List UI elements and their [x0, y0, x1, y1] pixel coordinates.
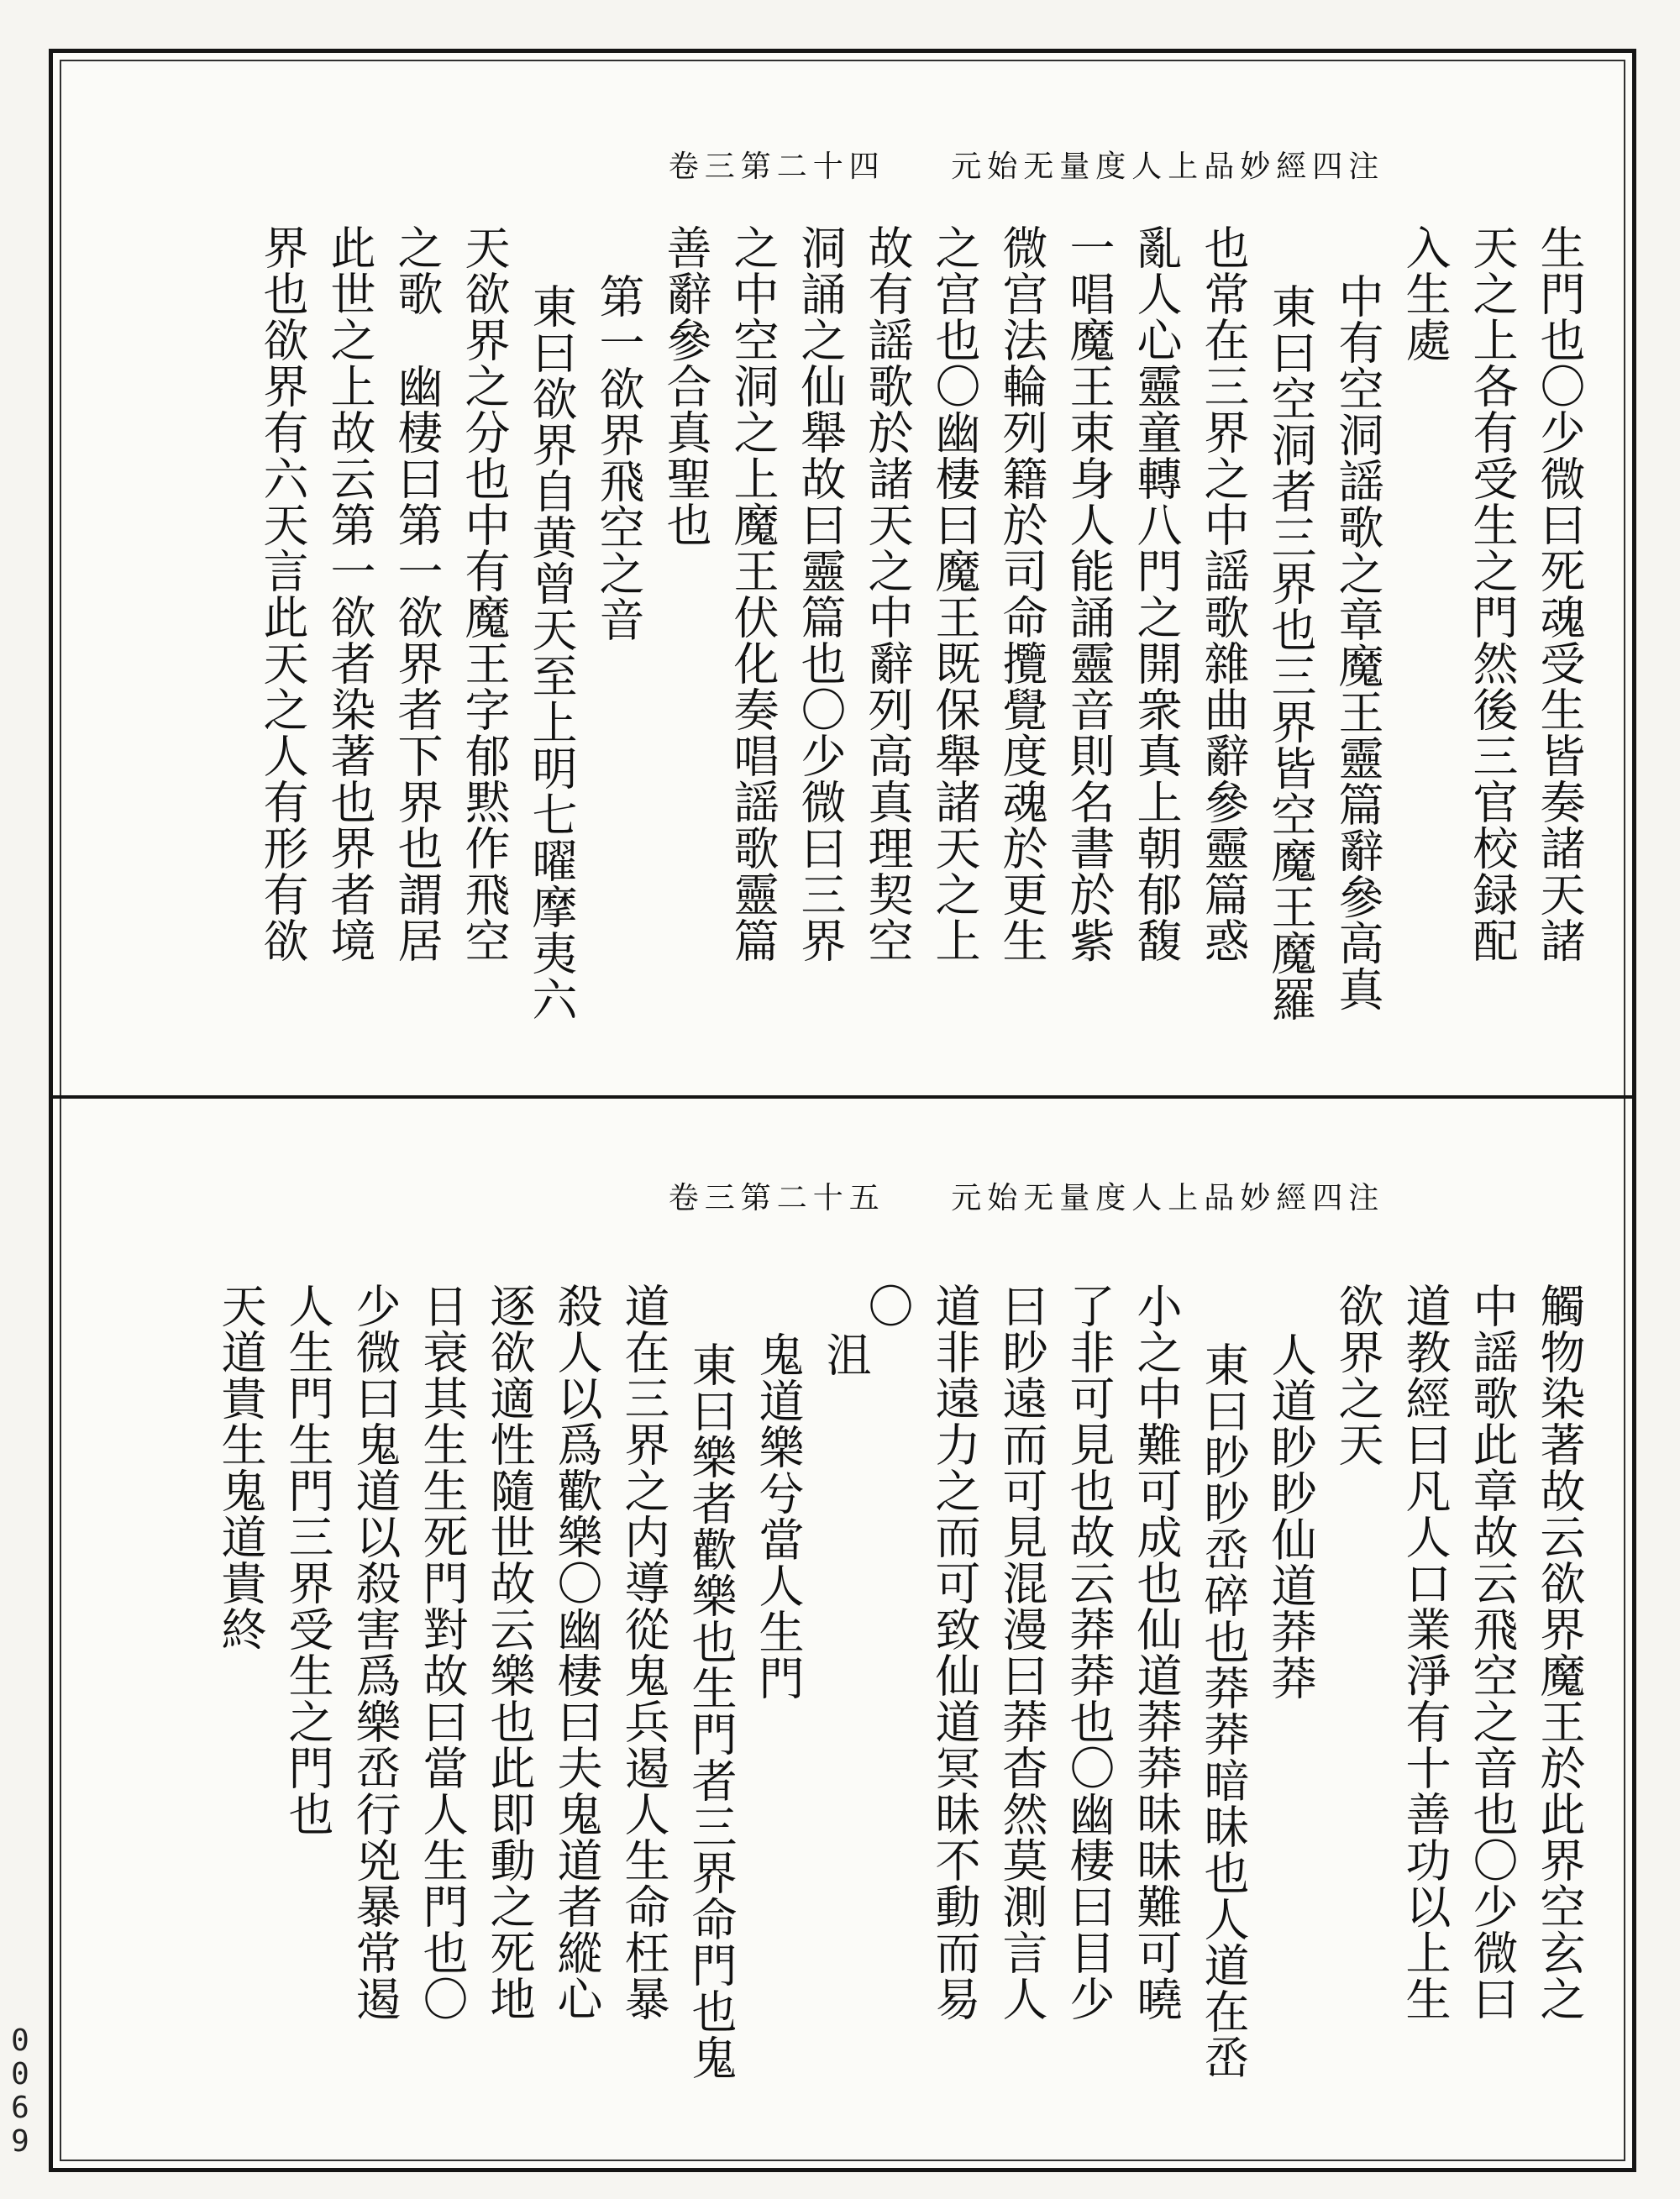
text-column: 之歌 幽棲曰第一欲界者下界也謂居 [391, 224, 444, 963]
text-column: 曰眇遠而可見混漫曰莽杳然莫測言人 [995, 1283, 1048, 2022]
text-column: 東曰空洞者三界也三界皆空魔王魔羅 [1264, 283, 1317, 1022]
top-page-header [615, 138, 1438, 197]
page-number-digit: 9 [11, 2124, 29, 2159]
text-column: 也常在三界之中謡歌雜曲辭參靈篇惑 [1197, 224, 1250, 963]
text-column: 第一欲界飛空之音 [592, 273, 645, 643]
text-column: 一唱魔王束身人能誦靈音則名書於紫 [1063, 224, 1116, 963]
text-column: 小之中難可成也仙道莽莽昧昧難可曉 [1130, 1283, 1183, 2022]
text-column: 天欲界之分也中有魔王字郁黙作飛空 [458, 224, 511, 963]
text-column: 亂人心靈童轉八門之開衆真上朝郁馥 [1130, 224, 1183, 963]
text-column: 之中空洞之上魔王伏化奏唱謡歌靈篇 [727, 224, 780, 963]
page-number-digit: 0 [11, 2057, 29, 2091]
text-column: 少微曰鬼道以殺害爲樂㞼行兇暴常遏 [349, 1283, 402, 2022]
text-column: 觸物染著故云欲界魔王於此界空玄之 [1533, 1283, 1586, 2022]
text-column: 道非遠力之而可致仙道冥昧不動而易 [928, 1283, 981, 2022]
text-column: 鬼道樂兮當人生門 [752, 1331, 805, 1701]
text-column: 東曰眇眇㞼碎也莽莽暗昧也人道在㞼 [1197, 1341, 1250, 2081]
text-column: 此世之上故云第一欲者染著也界者境 [323, 224, 376, 963]
page-divider [49, 1095, 1636, 1099]
text-column: 道在三界之内導從鬼兵遏人生命枉暴 [617, 1283, 670, 2022]
text-column: 天道貴生鬼道貴終 [214, 1283, 267, 1652]
text-column: 逐欲適性隨世故云樂也此即動之死地 [483, 1283, 536, 2022]
circle-marker-column: 〇 [861, 1283, 914, 1329]
text-column: 中謡歌此章故云飛空之音也〇少微曰 [1466, 1283, 1519, 2022]
text-column: 之宫也〇幽棲曰魔王既保舉諸天之上 [928, 224, 981, 963]
page-number-digit: 0 [11, 2023, 29, 2058]
text-column: 東曰樂者歡樂也生門者三界命門也鬼 [685, 1341, 738, 2081]
book-title: 元始无量度人上品妙經四注 [951, 1181, 1385, 1215]
top-page-text [249, 224, 1593, 1073]
text-column: 沮 [819, 1331, 872, 1378]
page-number-digit: 6 [11, 2091, 29, 2125]
text-column: 殺人以爲歡樂〇幽棲曰夫鬼道者縱心 [550, 1283, 603, 2022]
text-column: 中有空洞謡歌之章魔王靈篇辭參高真 [1331, 273, 1384, 1012]
bottom-page-text [207, 1283, 1593, 2148]
text-column: 界也欲界有六天言此天之人有形有欲 [256, 224, 309, 963]
volume-label: 卷三第二十四 [668, 150, 885, 184]
bottom-page [60, 1104, 1625, 2160]
text-column: 故有謡歌於諸天之中辭列高真理契空 [861, 224, 914, 963]
text-column: 日衰其生生死門對故曰當人生門也〇 [416, 1283, 469, 2022]
text-column: 天之上各有受生之門然後三官校録配 [1466, 224, 1519, 963]
text-column: 東曰欲界自黄曾天至上明七曜摩夷六 [525, 283, 578, 1022]
text-column: 微宫法輪列籍於司命攬覺度魂於更生 [995, 224, 1048, 963]
volume-label: 卷三第二十五 [668, 1181, 885, 1215]
text-column: 入生處 [1399, 224, 1452, 363]
text-column: 了非可見也故云莽莽也〇幽棲曰目少 [1063, 1283, 1116, 2022]
text-column: 人生門生門三界受生之門也 [281, 1283, 334, 1837]
text-column: 生門也〇少微曰死魂受生皆奏諸天諸 [1533, 224, 1586, 963]
text-column: 道教經曰凡人口業淨有十善功以上生 [1399, 1283, 1452, 2022]
book-title: 元始无量度人上品妙經四注 [951, 150, 1385, 184]
text-column: 人道眇眇仙道莽莽 [1264, 1331, 1317, 1701]
top-page [60, 60, 1625, 1090]
text-column: 洞誦之仙舉故曰靈篇也〇少微曰三界 [794, 224, 847, 963]
bottom-page-header [615, 1169, 1438, 1228]
text-column: 欲界之天 [1331, 1283, 1384, 1467]
text-column: 善辭參合真聖也 [659, 224, 712, 548]
page-number [3, 2024, 37, 2159]
